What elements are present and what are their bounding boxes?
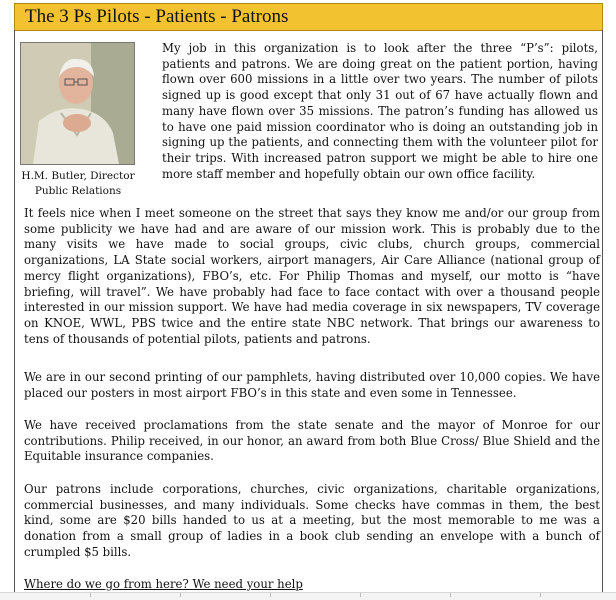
paragraph-pamphlets: We are in our second printing of our pamphlets, having distributed over 10,000 copies. We have placed our posters in most airport FBO’s in this state and even some in Tennessee. [24,370,600,400]
next-steps-link[interactable]: Where do we go from here? We need your help [24,577,303,591]
photo-caption [17,169,139,199]
paragraph-publicity: It feels nice when I meet someone on the street that says they know me and/or our group from some publicity we have had and are aware of our mission work. This is probably due to the many visits we have made to social groups, civic clubs, church groups, commercial organizations, LA State social workers, airport managers, Air Care Alliance (national group of mercy flight organizations), FBO’s, etc. For Philip Thomas and myself, our motto is “have briefing, will travel”. We have probably had face to face contact with over a thousand people interested in our mission support. We have had media coverage in six newspapers, TV coverage on KNOE, WWL, PBS twice and the entire state NBC network. That brings our awareness to tens of thousands of potential pilots, patients and patrons. [24,206,600,346]
caption-role: Public Relations [34,185,122,197]
caption-name: H.M. Butler, Director [21,170,135,182]
portrait-photo [20,42,135,165]
title-bar [14,3,603,31]
paragraph-patrons: Our patrons include corporations, churches, civic organizations, charitable organizations, commercial businesses, and many individuals. Some checks have commas in them, the best kind, some are $20 bills handed to us at a meeting, but the most memorable to me was a donation from a small group of ladies in a book club sending an envelope with a bunch of crumpled $5 bills. [24,482,600,559]
page-title: The 3 Ps Pilots - Patients - Patrons [25,6,289,27]
paragraph-proclamations: We have received proclamations from the state senate and the mayor of Monroe for our contributions. Philip received, in our honor, an award from both Blue Cross/ Blue Shield and the Equitable insurance companies. [24,418,600,464]
intro-paragraph: My job in this organization is to look after the three “P’s”: pilots, patients and patrons. We are doing great on the patient portion, having flown over 600 missions in a little over two years. The number of pilots signed up is good except that only 31 out of 67 have actually flown and many have flown over 35 missions. The patron’s funding has allowed us to have one paid mission coordinator who is doing an outstanding job in signing up the patients, and connecting them with the volunteer pilot for their trips. With increased patron support we might be able to hire one more staff member and hopefully obtain our own office facility. [162,41,598,181]
